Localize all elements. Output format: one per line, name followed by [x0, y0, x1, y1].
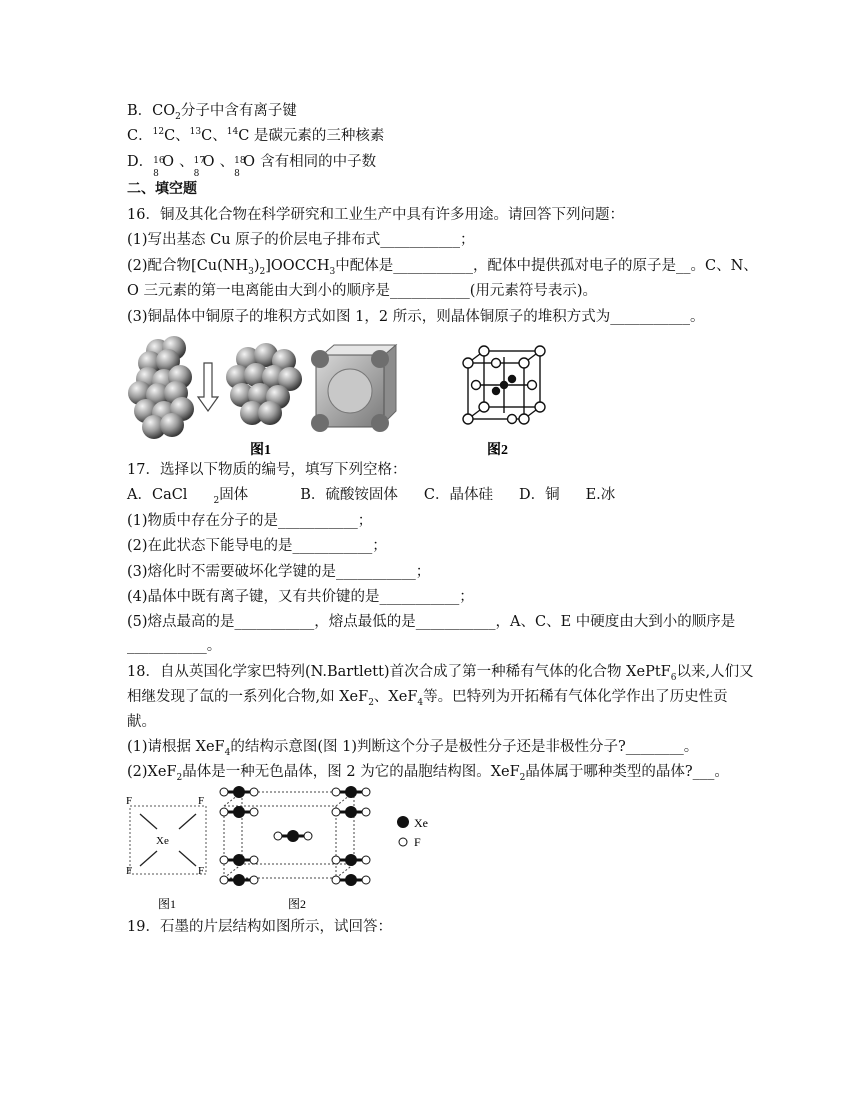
xef2-fig-label: 图2 — [288, 897, 307, 911]
q18-stem-line3: 献。 — [127, 714, 156, 730]
q17-part5: (5)熔点最高的是___________，熔点最低的是___________，A、C、E 中硬度由大到小的顺序是 — [127, 614, 736, 630]
q16-part3: (3)铜晶体中铜原子的堆积方式如图 1，2 所示，则晶体铜原子的堆积方式为___________。 — [127, 309, 705, 325]
q18-stem-line2: 相继发现了氙的一系列化合物,如 XeF$_2$、XeF$_4$等。巴特列为开拓稀有气体化学作出了历史性贡 — [127, 689, 728, 708]
xef4-f-label: F — [198, 795, 205, 807]
q17-part2: (2)在此状态下能导电的是___________； — [127, 538, 387, 554]
unit-cell-cube-icon — [311, 345, 396, 432]
q16-stem: 16．铜及其化合物在科学研究和工业生产中具有许多用途。请回答下列问题： — [127, 207, 624, 223]
xef4-f-label: F — [126, 865, 133, 877]
q17-option-b: B．硫酸铵固体 — [300, 487, 398, 503]
q17-option-e: E.冰 — [585, 487, 616, 503]
xef4-fig-label: 图1 — [158, 897, 177, 911]
fig2-label: 图2 — [487, 443, 508, 458]
q18-part2: (2)XeF$_2$晶体是一种无色晶体，图 2 为它的晶胞结构图。XeF$_2$晶体属于哪种类型的晶体?___。 — [127, 764, 729, 783]
xef2-legend — [397, 816, 428, 849]
q17-part5-cont: ___________。 — [127, 638, 222, 654]
q17-part4: (4)晶体中既有离子键，又有共价键的是___________； — [127, 589, 474, 605]
q17-options — [127, 485, 641, 505]
xef4-f-label: F — [198, 865, 205, 877]
q17-option-a: A．CaCl $_2$固体 — [127, 487, 249, 506]
q18-stem-line1: 18．自从英国化学家巴特列(N.Bartlett)首次合成了第一种稀有气体的化合物 XePtF$_6$以来,人们又 — [127, 664, 754, 683]
q17-option-c: C．晶体硅 — [423, 487, 493, 503]
q16-part2-cont: O 三元素的第一电离能由大到小的顺序是___________(用元素符号表示)。 — [127, 283, 598, 299]
sphere-layers-icon — [128, 336, 194, 439]
nuclide-o16: 16 8 O — [153, 154, 175, 179]
option-d: D． 16 8 O 、 17 8 O 、 18 8 O 含有相同的中子数 — [127, 154, 377, 179]
xe-legend-icon — [397, 816, 409, 828]
nuclide-o18: 18 8 O — [234, 154, 256, 179]
nuclide-o17: 17 8 O — [193, 154, 215, 179]
xenon-fluoride-figure — [120, 784, 450, 914]
q17-part1: (1)物质中存在分子的是___________； — [127, 513, 373, 529]
q16-part1: (1)写出基态 Cu 原子的价层电子排布式___________； — [127, 232, 475, 248]
fcc-lattice-icon — [463, 346, 545, 424]
xef4-xe-label: Xe — [156, 835, 169, 847]
legend-f-label: F — [414, 835, 421, 849]
q17-stem: 17．选择以下物质的编号，填写下列空格： — [127, 462, 407, 478]
option-c: C．$^{12}$C、$^{13}$C、$^{14}$C 是碳元素的三种核素 — [127, 127, 385, 144]
q19-stem: 19．石墨的片层结构如图所示，试回答： — [127, 919, 392, 935]
q16-part2: (2)配合物$[Cu(NH_3)_2]OOCCH_3$中配体是___________，配体中提供孤对电子的原子是__。C、N、 — [127, 258, 758, 277]
f-legend-icon — [399, 838, 407, 846]
legend-xe-label: Xe — [414, 816, 428, 830]
sphere-cluster-icon — [226, 343, 302, 425]
fig1-label: 图1 — [250, 443, 271, 458]
option-b: B．$CO_2$分子中含有离子键 — [127, 103, 297, 122]
q17-part3: (3)熔化时不需要破坏化学键的是___________； — [127, 564, 431, 580]
q18-part1: (1)请根据 XeF$_4$的结构示意图(图 1)判断这个分子是极性分子还是非极性分子?________。 — [127, 739, 699, 758]
section-heading: 二、填空题 — [127, 181, 197, 197]
xef4-f-label: F — [126, 795, 133, 807]
xef2-unit-cell-icon — [220, 786, 370, 886]
q17-option-d: D．铜 — [518, 487, 560, 503]
xef4-structure-icon — [126, 795, 206, 877]
copper-stacking-figure — [120, 333, 560, 463]
down-arrow-icon — [198, 363, 218, 411]
